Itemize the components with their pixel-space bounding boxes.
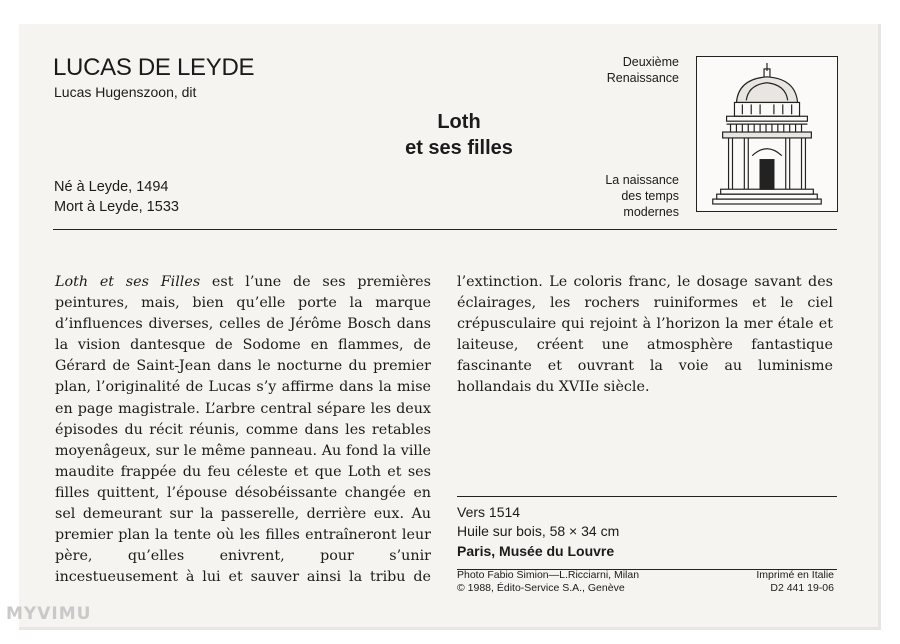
site-watermark: MYVIMU: [6, 604, 92, 624]
meta-divider-top: [457, 496, 837, 497]
title-line-1: Loth: [437, 111, 481, 133]
description-body: est l’une de ses premières peintures, mais, bien qu’elle porte la marque d’influences diverses, celles de Jérôme Bosch dans la vision dantesque de Sodome en flammes, de Gérard de Saint-Jean dans le nocturne du premier plan, l’originalité de Lucas s’y affirme dans la mise en page magistrale. L’arbre central sépare les deux épisodes du récit réunis, comme dans les retables moyenâgeux, sur le même panneau. Au fond la ville maudite frappée du feu céleste et que Loth et ses filles quittent, l’épouse désobéissante changée en sel demeurant sur la passerelle, derrière eux. Au premier plan la tente où les filles entraîneront leur père, qu’elles enivrent, pour s’unir incestueusement à lui et sauver ainsi la tribu de l’extinction. Le coloris franc, le dosage savant des éclairages, les rochers ruiniformes et le ciel crépusculaire qui rejoint à l’horizon la mer étale et laiteuse, créent une atmosphère fantastique fascinante et ouvrant la voie au luminisme hollandais du XVIIe siècle.: [55, 274, 833, 586]
artist-alias: Lucas Hugenszoon, dit: [54, 84, 197, 100]
period-label: [579, 54, 679, 86]
photo-credits: [457, 569, 639, 595]
period-subtitle-line-2: des temps: [621, 189, 679, 203]
description-text: [55, 272, 833, 598]
description-title: Loth et ses Filles: [55, 274, 201, 290]
period-line-2: Renaissance: [606, 71, 679, 85]
print-info: [756, 569, 834, 595]
tempietto-icon: [696, 56, 838, 212]
artwork-title: [359, 109, 559, 161]
title-line-2: et ses filles: [405, 137, 513, 159]
card-code: D2 441 19-06: [770, 582, 834, 594]
copyright-notice: © 1988, Édito-Service S.A., Genève: [457, 582, 625, 594]
header-divider: [53, 229, 837, 230]
postcard-back: [19, 24, 881, 630]
tempietto-drawing: [697, 57, 837, 211]
period-subtitle-line-1: La naissance: [605, 173, 679, 187]
artist-name: LUCAS DE LEYDE: [53, 54, 255, 81]
period-line-1: Deuxième: [622, 55, 679, 69]
photo-credit: Photo Fabio Simion—L.Ricciarni, Milan: [457, 569, 640, 581]
printed-in: Imprimé en Italie: [756, 569, 834, 581]
artwork-date: Vers 1514: [457, 504, 521, 520]
birth-info: Né à Leyde, 1494: [54, 179, 169, 195]
period-subtitle-line-3: modernes: [623, 205, 679, 219]
artwork-location: Paris, Musée du Louvre: [457, 543, 615, 559]
period-subtitle: [579, 172, 679, 220]
artwork-medium: Huile sur bois, 58 × 34 cm: [457, 523, 620, 539]
death-info: Mort à Leyde, 1533: [54, 199, 179, 215]
